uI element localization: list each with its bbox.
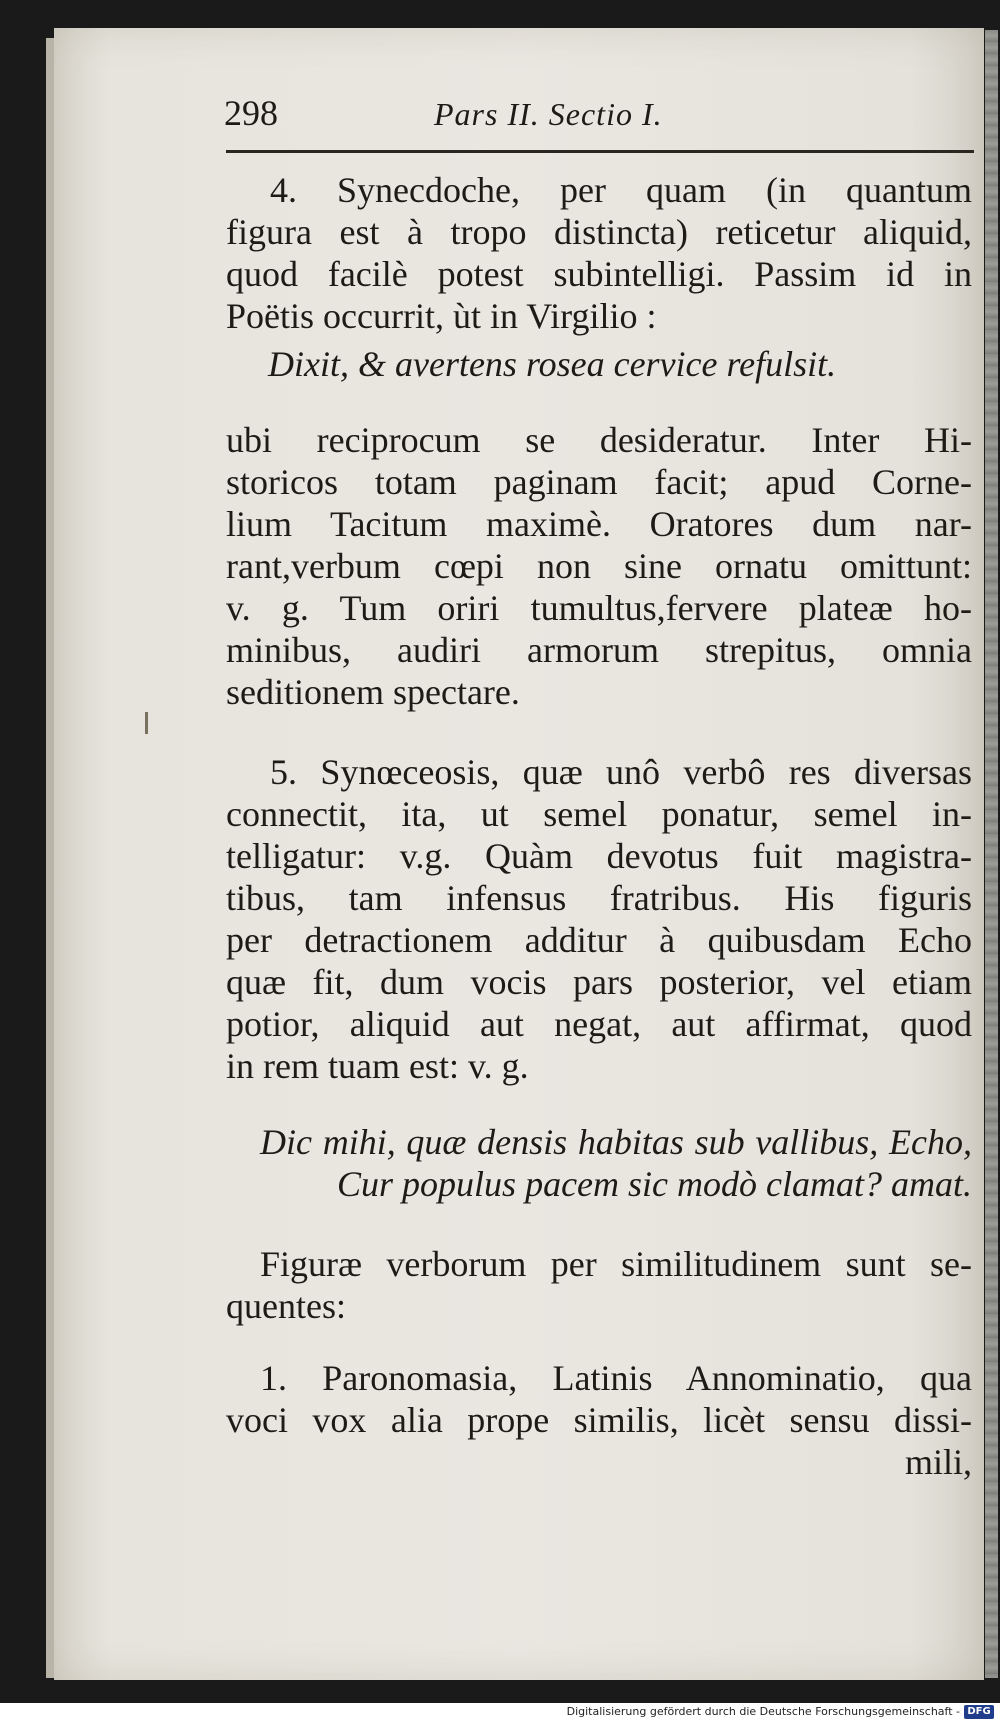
text-line-8: rant,verbum cœpi non sine ornatu omittunt: <box>226 546 972 586</box>
text-line-4: Poëtis occurrit, ùt in Virgilio : <box>226 296 657 336</box>
text-line-19: in rem tuam est: v. g. <box>226 1046 529 1086</box>
text-line-17: quæ fit, dum vocis pars posterior, vel etiam <box>226 962 972 1002</box>
footer-bar <box>0 1703 1000 1722</box>
text-line-9: v. g. Tum oriri tumultus,fervere plateæ ho- <box>226 588 972 628</box>
text-line-6: storicos totam paginam facit; apud Corne- <box>226 462 972 502</box>
catchword: mili, <box>904 1442 972 1482</box>
verse-line-2: Dic mihi, quæ densis habitas sub vallibus, Echo, <box>260 1122 972 1162</box>
page-number: 298 <box>224 93 278 133</box>
funding-credit: Digitalisierung gefördert durch die Deutsche Forschungsgemeinschaft - <box>566 1705 960 1718</box>
text-line-20: Figuræ verborum per similitudinem sunt se- <box>260 1244 972 1284</box>
text-line-12: 5. Synœceosis, quæ unô verbô res diversas <box>270 752 972 792</box>
text-line-10: minibus, audiri armorum strepitus, omnia <box>226 630 972 670</box>
text-line-3: quod facilè potest subintelligi. Passim id in <box>226 254 972 294</box>
text-line-11: seditionem spectare. <box>226 672 520 712</box>
text-line-21: quentes: <box>226 1286 346 1326</box>
text-line-22: 1. Paronomasia, Latinis Annominatio, qua <box>260 1358 972 1398</box>
text-line-18: potior, aliquid aut negat, aut affirmat, quod <box>226 1004 972 1044</box>
text-line-15: tibus, tam infensus fratribus. His figuris <box>226 878 972 918</box>
text-line-2: figura est à tropo distincta) reticetur aliquid, <box>226 212 972 252</box>
running-head: Pars II. Sectio I. <box>434 96 663 132</box>
text-line-16: per detractionem additur à quibusdam Echo <box>226 920 972 960</box>
text-line-5: ubi reciprocum se desideratur. Inter Hi- <box>226 420 972 460</box>
margin-mark <box>145 712 148 734</box>
text-line-23: voci vox alia prope similis, licèt sensu dissi- <box>226 1400 972 1440</box>
text-line-1: 4. Synecdoche, per quam (in quantum <box>270 170 972 210</box>
header-rule <box>226 150 974 153</box>
text-line-7: lium Tacitum maximè. Oratores dum nar- <box>226 504 972 544</box>
verse-line-1: Dixit, & avertens rosea cervice refulsit. <box>268 344 837 384</box>
dfg-logo: DFG <box>964 1705 994 1719</box>
color-calibration-strip <box>985 30 998 1678</box>
verse-line-3: Cur populus pacem sic modò clamat? amat. <box>337 1164 972 1204</box>
text-line-14: telligatur: v.g. Quàm devotus fuit magistra- <box>226 836 972 876</box>
text-line-13: connectit, ita, ut semel ponatur, semel in- <box>226 794 972 834</box>
